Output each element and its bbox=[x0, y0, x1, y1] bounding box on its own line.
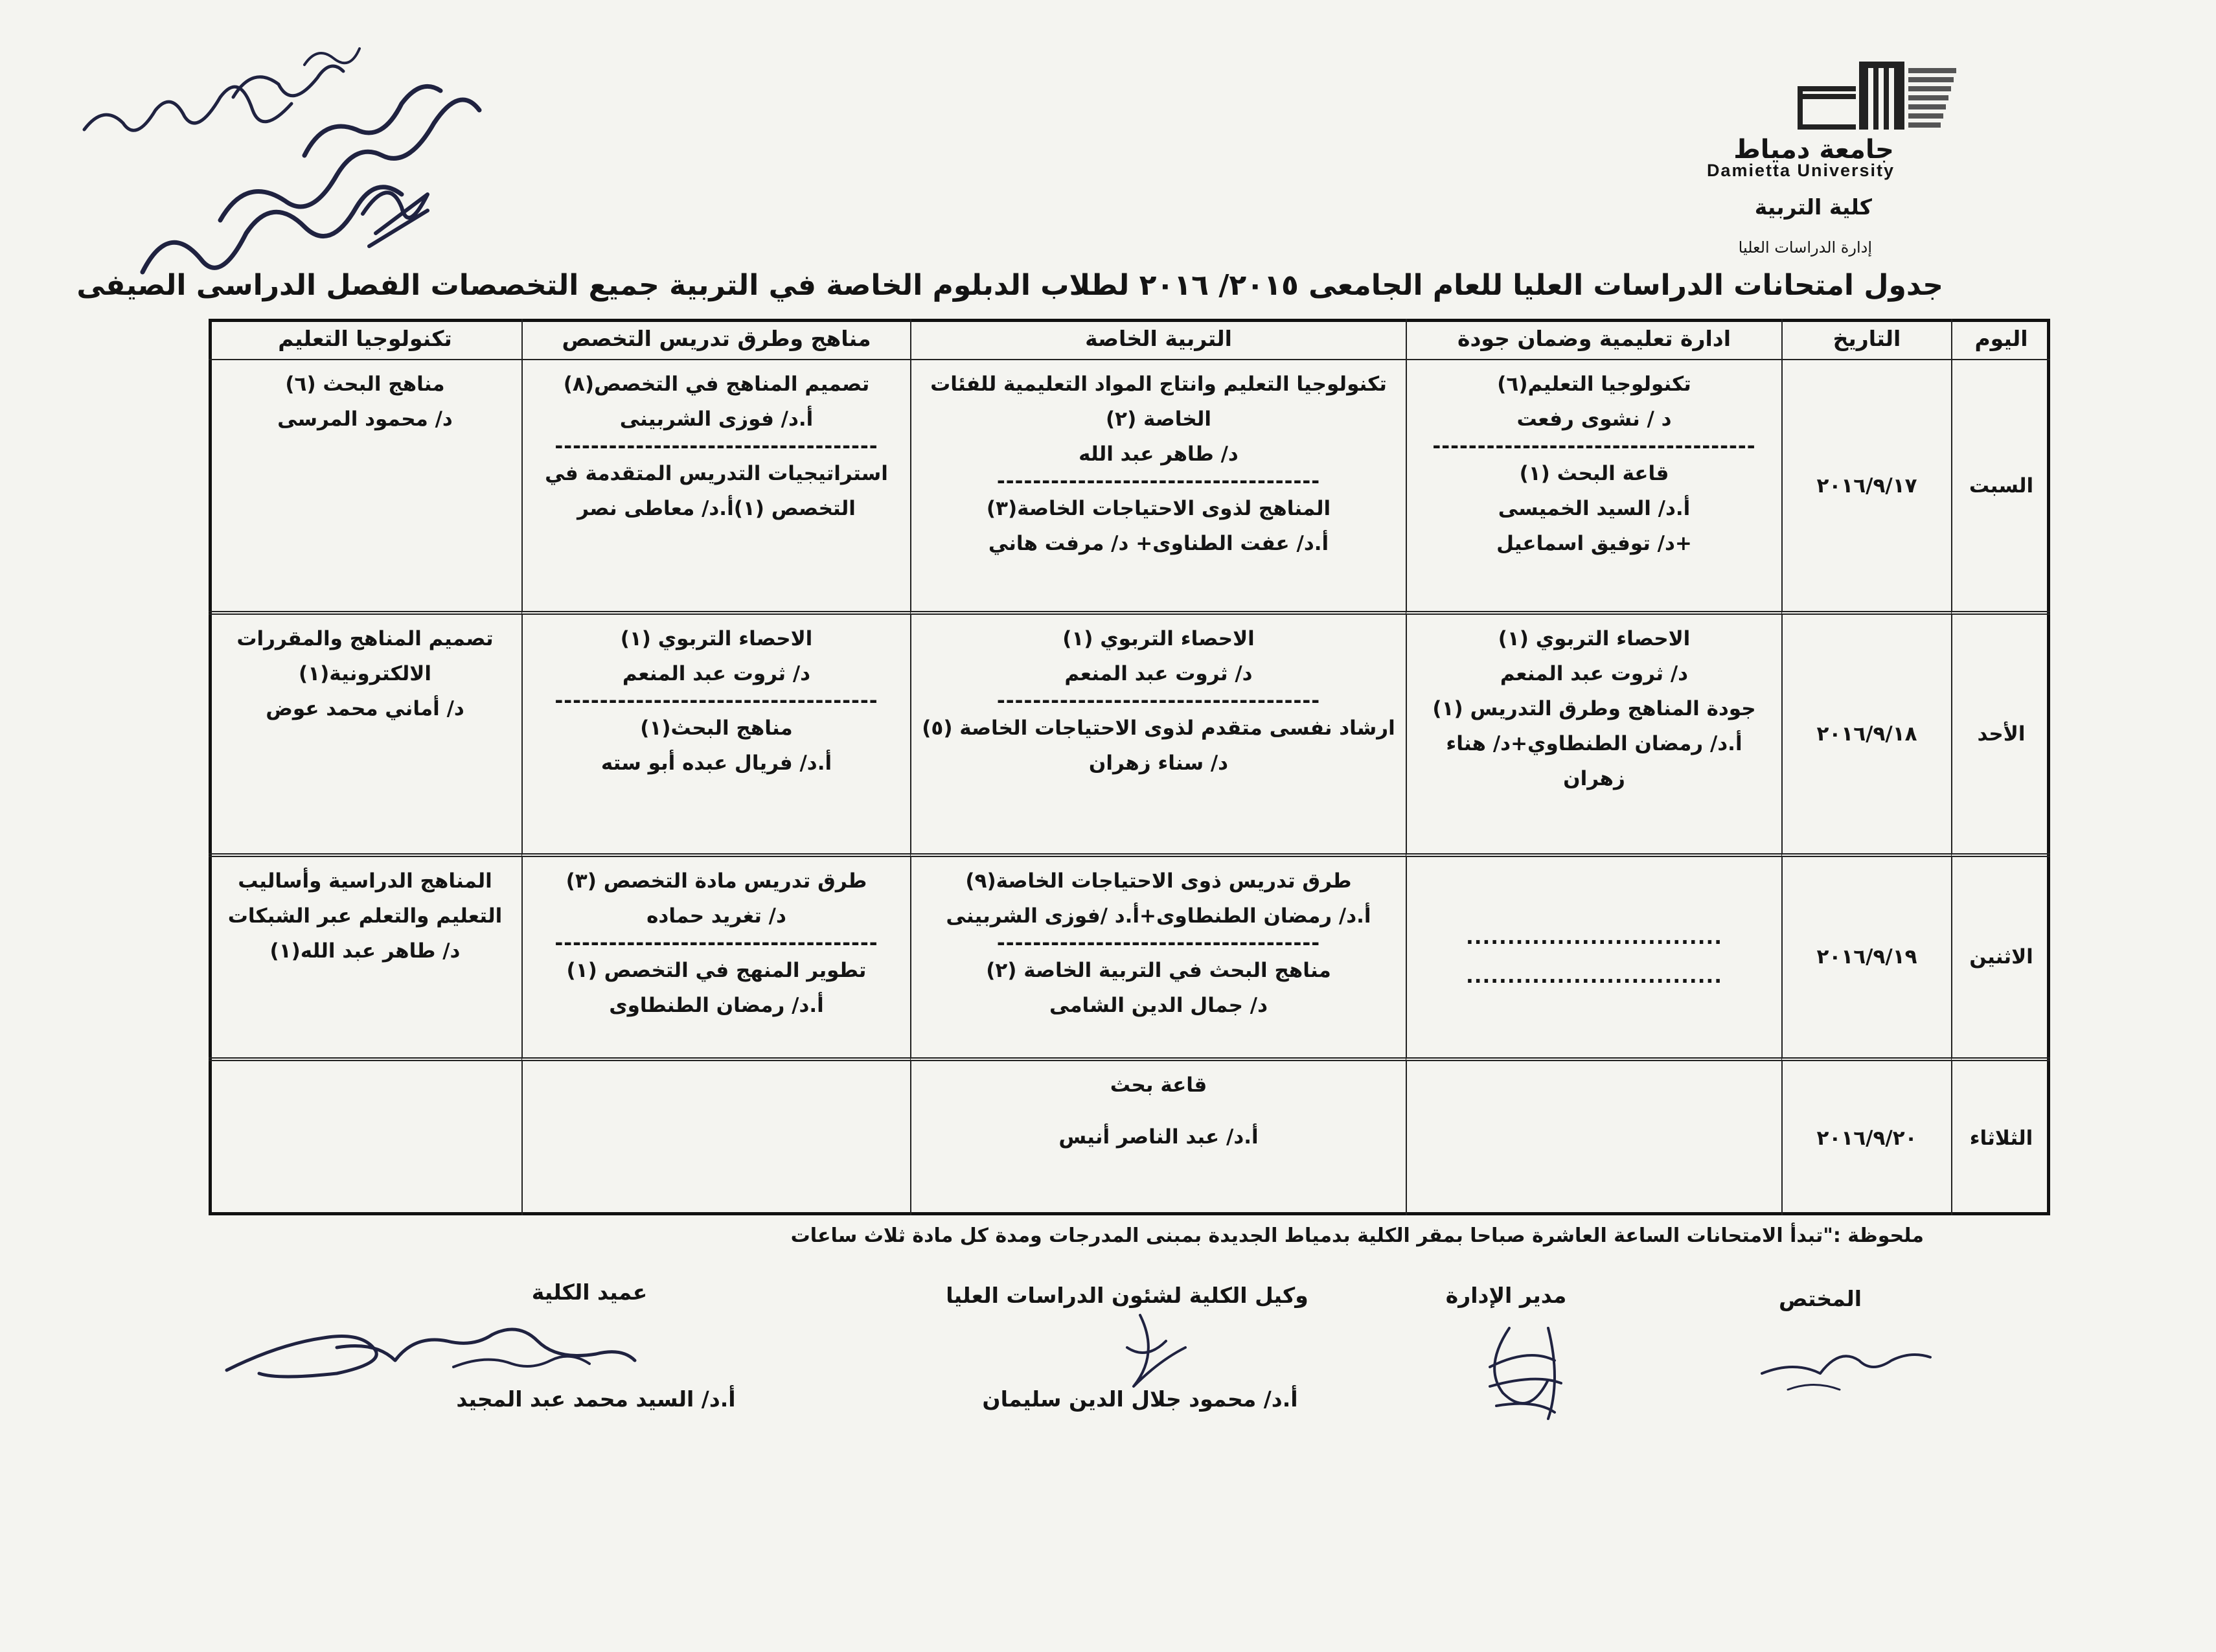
instructor-line: د/ تغريد حماده bbox=[646, 904, 786, 928]
exam-cell bbox=[1406, 360, 1781, 615]
entry-separator: ------------------------------------ bbox=[554, 933, 878, 953]
exam-schedule-table bbox=[209, 319, 2050, 1215]
admin-manager-label: مدير الإدارة bbox=[1445, 1283, 1567, 1308]
handwritten-note-scribble bbox=[84, 87, 291, 130]
day-cell: الثلاثاء bbox=[1951, 1061, 2050, 1215]
course-name: طرق تدريس مادة التخصص (٣) bbox=[565, 869, 867, 893]
instructor-line: أ.د/ عبد الناصر أنيس bbox=[1058, 1125, 1259, 1149]
table-row bbox=[209, 1061, 2050, 1215]
column-header: اليوم bbox=[1951, 319, 2050, 360]
instructor-line: أ.د/ السيد الخميسى bbox=[1498, 497, 1691, 520]
date-cell: ٢٠١٦/٩/١٧ bbox=[1781, 360, 1951, 615]
dean-name: أ.د/ السيد محمد عبد المجيد bbox=[456, 1386, 736, 1412]
exam-cell bbox=[1406, 857, 1781, 1061]
exam-cell bbox=[521, 360, 910, 615]
course-name: قاعة البحث (١) bbox=[1519, 462, 1669, 485]
table-row bbox=[209, 615, 2050, 856]
instructor-line: د/ سناء زهران bbox=[1088, 751, 1229, 775]
course-name: استراتيجيات التدريس المتقدمة في التخصص (١)أ.د/ معاطى نصر bbox=[545, 462, 888, 520]
date-cell: ٢٠١٦/٩/١٨ bbox=[1781, 615, 1951, 856]
exam-cell bbox=[1406, 615, 1781, 856]
exam-cell bbox=[209, 857, 521, 1061]
exam-cell bbox=[209, 1061, 521, 1215]
dean-signature bbox=[227, 1329, 635, 1377]
course-name: تصميم المناهج والمقررات الالكترونية(١) bbox=[236, 627, 494, 686]
date-cell: ٢٠١٦/٩/١٩ bbox=[1781, 857, 1951, 1061]
handwritten-note-signature bbox=[363, 192, 428, 246]
exam-cell bbox=[910, 1061, 1406, 1215]
course-name: ارشاد نفسى متقدم لذوى الاحتياجات الخاصة (٥) bbox=[922, 717, 1395, 740]
entry-separator: ------------------------------------ bbox=[996, 691, 1321, 711]
entry-separator: ------------------------------------ bbox=[996, 472, 1321, 491]
instructor-line: أ.د/ رمضان الطنطاوى bbox=[609, 993, 824, 1017]
date-cell: ٢٠١٦/٩/٢٠ bbox=[1781, 1061, 1951, 1215]
day-cell: الأحد bbox=[1951, 615, 2050, 856]
instructor-line: أ.د/ فريال عبده أبو سته bbox=[600, 751, 832, 775]
table-body bbox=[209, 360, 2050, 1215]
exam-cell bbox=[209, 615, 521, 856]
table-header-row bbox=[209, 319, 2050, 360]
faculty-name: كلية التربية bbox=[1754, 194, 1872, 220]
logo-arabic-name: جامعة دمياط bbox=[1733, 135, 1894, 165]
course-name: المناهج الدراسية وأساليب التعليم والتعلم عبر الشبكات bbox=[227, 869, 503, 928]
instructor-line: أ.د/ عفت الطناوى+ د/ مرفت هاني bbox=[988, 532, 1329, 555]
entry-separator: ------------------------------------ bbox=[996, 933, 1321, 953]
course-name: المناهج لذوى الاحتياجات الخاصة(٣) bbox=[986, 497, 1331, 520]
course-name: الاحصاء التربوي (١) bbox=[1498, 627, 1691, 651]
table-row bbox=[209, 857, 2050, 1061]
vice-dean-signature bbox=[1127, 1315, 1185, 1386]
table-row bbox=[209, 360, 2050, 615]
exam-cell bbox=[910, 857, 1406, 1061]
course-name: تكنولوجيا التعليم وانتاج المواد التعليمية للفئات الخاصة (٢) bbox=[930, 373, 1387, 431]
course-name: طرق تدريس ذوى الاحتياجات الخاصة(٩) bbox=[965, 869, 1352, 893]
course-name: تطوير المنهج في التخصص (١) bbox=[566, 958, 867, 982]
course-name: تصميم المناهج في التخصص(٨) bbox=[563, 373, 870, 396]
department-name: إدارة الدراسات العليا bbox=[1738, 238, 1872, 257]
day-cell: الاثنين bbox=[1951, 857, 2050, 1061]
instructor-line: د/ ثروت عبد المنعم bbox=[622, 662, 811, 686]
entry-separator: ------------------------------------ bbox=[1432, 437, 1756, 456]
course-name: مناهج البحث(١) bbox=[640, 717, 793, 740]
column-header: تكنولوجيا التعليم bbox=[209, 319, 521, 360]
exam-note: ملحوظة :"تبدأ الامتحانات الساعة العاشرة صباحا بمقر الكلية بدمياط الجديدة بمبنى المدرجات ومدة كل مادة ثلاث ساعات bbox=[790, 1224, 1924, 1247]
empty-dots: ............................... bbox=[1465, 965, 1723, 989]
exam-cell bbox=[1406, 1061, 1781, 1215]
course-name: مناهج البحث في التربية الخاصة (٢) bbox=[986, 958, 1331, 982]
exam-cell bbox=[521, 857, 910, 1061]
instructor-line: د/ ثروت عبد المنعم bbox=[1064, 662, 1253, 686]
vice-dean-label: وكيل الكلية لشئون الدراسات العليا bbox=[946, 1283, 1308, 1308]
specialist-signature bbox=[1762, 1355, 1930, 1373]
instructor-line: +د/ توفيق اسماعيل bbox=[1496, 532, 1692, 555]
instructor-line: د/ جمال الدين الشامى bbox=[1049, 993, 1268, 1017]
course-name: مناهج البحث (٦) bbox=[285, 373, 445, 396]
specialist-label: المختص bbox=[1778, 1286, 1862, 1311]
column-header: مناهج وطرق تدريس التخصص bbox=[521, 319, 910, 360]
instructor-line: د/ ثروت عبد المنعم bbox=[1500, 662, 1689, 686]
course-name: الاحصاء التربوي (١) bbox=[620, 627, 813, 651]
entry-separator: ------------------------------------ bbox=[554, 437, 878, 456]
vice-dean-name: أ.د/ محمود جلال الدين سليمان bbox=[982, 1386, 1298, 1412]
column-header: ادارة تعليمية وضمان جودة bbox=[1406, 319, 1781, 360]
instructor-line: جودة المناهج وطرق التدريس (١) bbox=[1432, 697, 1756, 721]
instructor-line: أ.د/ رمضان الطنطاوي+د/ هناء زهران bbox=[1446, 732, 1742, 791]
instructor-line: أ.د/ رمضان الطنطاوى+أ.د /فوزى الشربينى bbox=[946, 904, 1371, 928]
instructor-line: د/ محمود المرسى bbox=[277, 407, 453, 431]
dean-label: عميد الكلية bbox=[531, 1279, 648, 1305]
day-cell: السبت bbox=[1951, 360, 2050, 615]
empty-dots: ............................... bbox=[1465, 926, 1723, 950]
instructor-line: د / نشوى رفعت bbox=[1516, 407, 1672, 431]
column-header: التربية الخاصة bbox=[910, 319, 1406, 360]
logo-english-name: Damietta University bbox=[1706, 161, 1895, 180]
course-name: قاعة بحث bbox=[1110, 1073, 1207, 1097]
instructor-line: أ.د/ فوزى الشربينى bbox=[619, 407, 814, 431]
admin-manager-signature bbox=[1490, 1328, 1561, 1419]
instructor-line: د/ أماني محمد عوض bbox=[266, 697, 464, 721]
column-header: التاريخ bbox=[1781, 319, 1951, 360]
exam-cell bbox=[910, 360, 1406, 615]
instructor-line: د/ طاهر عبد الله(١) bbox=[269, 939, 461, 963]
course-name: تكنولوجيا التعليم(٦) bbox=[1497, 373, 1691, 396]
exam-cell bbox=[521, 615, 910, 856]
exam-cell bbox=[209, 360, 521, 615]
exam-cell bbox=[910, 615, 1406, 856]
page-title: جدول امتحانات الدراسات العليا للعام الجامعى ٢٠١٥/ ٢٠١٦ لطلاب الدبلوم الخاصة في التربية جميع التخصصات الفصل الدراسى الصيفى bbox=[76, 269, 1943, 302]
entry-separator: ------------------------------------ bbox=[554, 691, 878, 711]
exam-cell bbox=[521, 1061, 910, 1215]
course-name: الاحصاء التربوي (١) bbox=[1062, 627, 1255, 651]
instructor-line: د/ طاهر عبد الله bbox=[1079, 442, 1239, 466]
